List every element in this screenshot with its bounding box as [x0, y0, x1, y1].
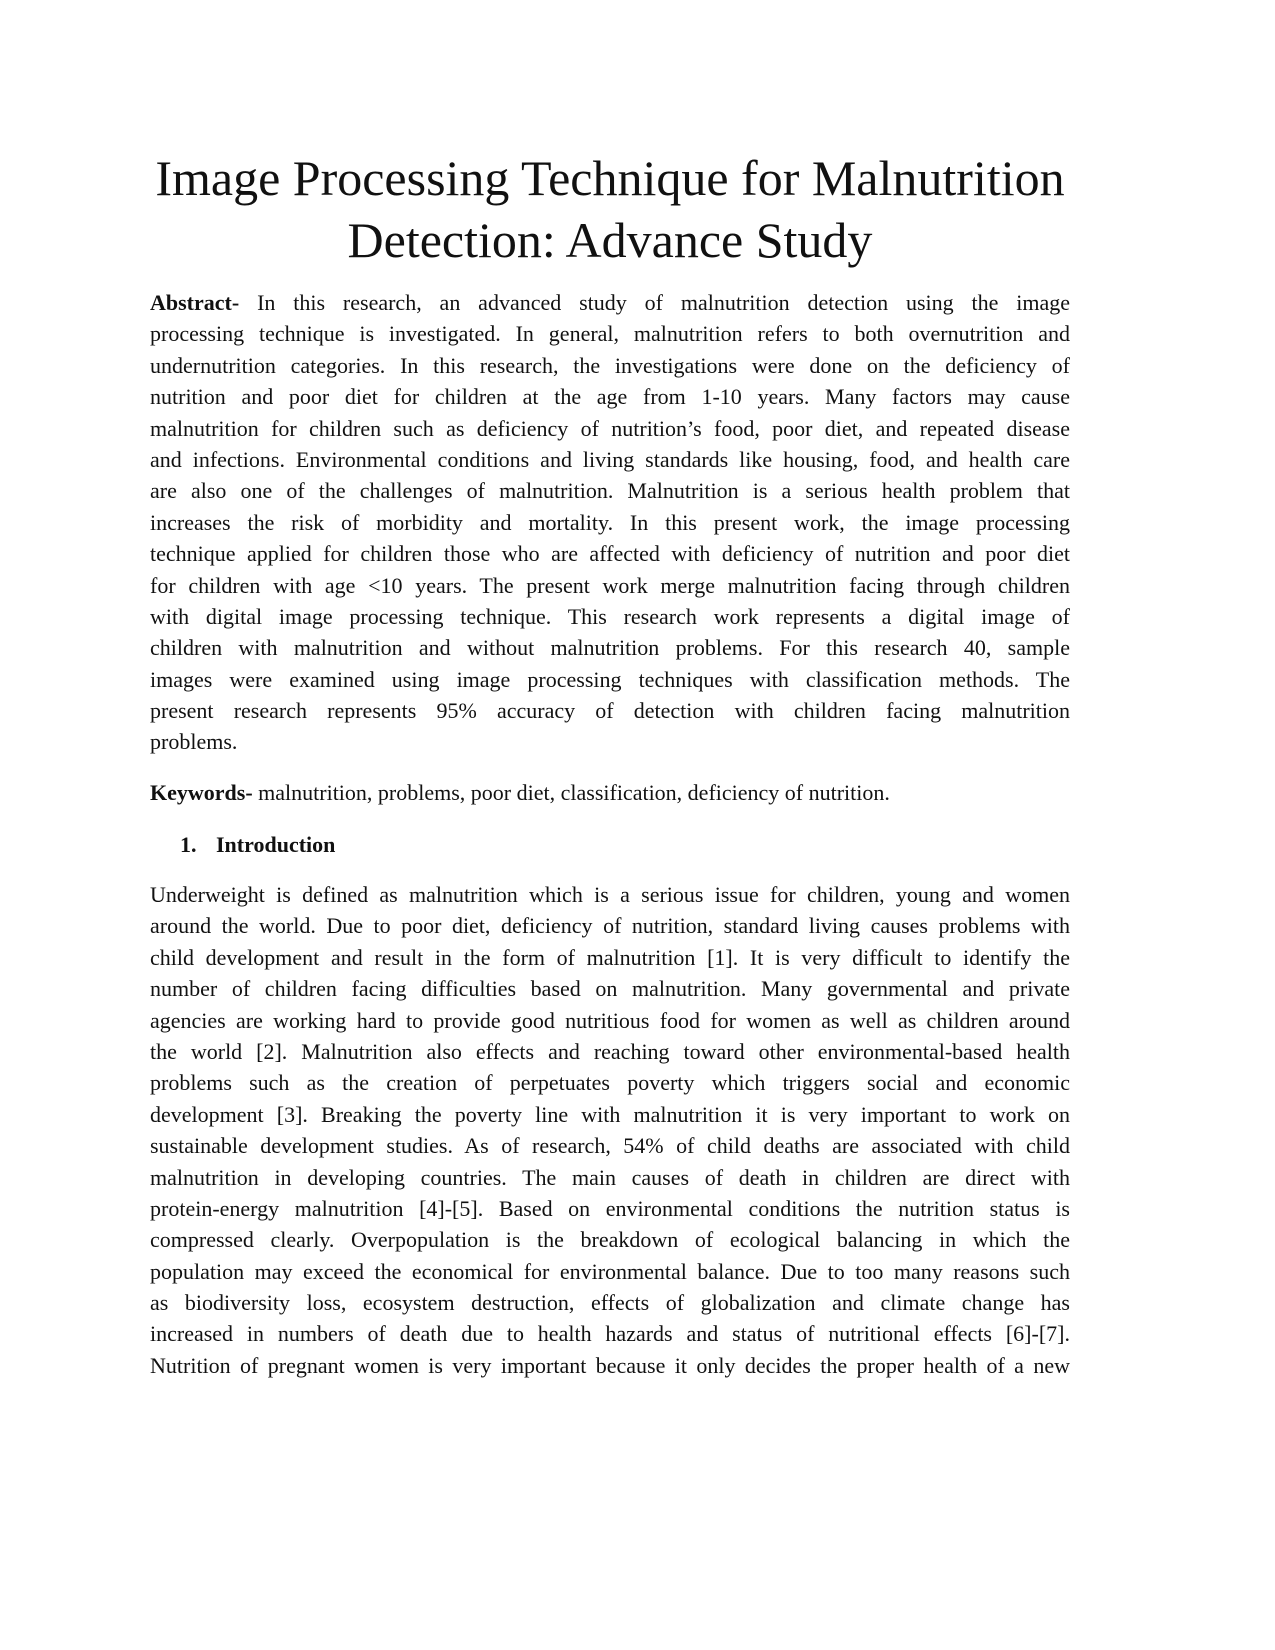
- abstract: [150, 287, 1070, 758]
- body-line: around the world. Due to poor diet, deficiency of nutrition, standard living causes problems with: [150, 913, 1070, 939]
- body-line: Nutrition of pregnant women is very important because it only decides the proper health of a new: [150, 1352, 1070, 1378]
- abstract-line: children with malnutrition and without malnutrition problems. For this research 40, sample: [150, 635, 1070, 661]
- body-line: population may exceed the economical for environmental balance. Due to too many reasons such: [150, 1258, 1070, 1284]
- introduction-body: [150, 879, 1070, 1381]
- title-line: Image Processing Technique for Malnutrition: [155, 150, 1065, 206]
- abstract-line: processing technique is investigated. In general, malnutrition refers to both overnutrition and: [150, 321, 1070, 347]
- body-line: malnutrition in developing countries. The main causes of death in children are direct with: [150, 1164, 1070, 1190]
- section-title: Introduction: [216, 832, 336, 857]
- paper-title: [140, 147, 1080, 271]
- abstract-line: and infections. Environmental conditions and living standards like housing, food, and health care: [150, 446, 1070, 472]
- abstract-line: increases the risk of morbidity and mortality. In this present work, the image processing: [150, 509, 1070, 535]
- body-line: the world [2]. Malnutrition also effects and reaching toward other environmental-based health: [150, 1038, 1070, 1064]
- abstract-line: undernutrition categories. In this research, the investigations were done on the deficiency of: [150, 352, 1070, 378]
- body-line: compressed clearly. Overpopulation is the breakdown of ecological balancing in which the: [150, 1227, 1070, 1253]
- body-line: development [3]. Breaking the poverty line with malnutrition it is very important to work on: [150, 1101, 1070, 1127]
- abstract-line: Abstract- In this research, an advanced study of malnutrition detection using the image: [150, 290, 1070, 315]
- body-line: problems such as the creation of perpetuates poverty which triggers social and economic: [150, 1070, 1070, 1096]
- abstract-line: malnutrition for children such as deficiency of nutrition’s food, poor diet, and repeated disease: [150, 415, 1070, 441]
- section-number: 1.: [180, 832, 197, 857]
- body-line: child development and result in the form of malnutrition [1]. It is very difficult to identify the: [150, 944, 1070, 970]
- abstract-line: with digital image processing technique. This research work represents a digital image of: [150, 603, 1070, 629]
- keywords-text: malnutrition, problems, poor diet, classification, deficiency of nutrition.: [258, 780, 890, 805]
- abstract-line: nutrition and poor diet for children at the age from 1-10 years. Many factors may cause: [150, 384, 1070, 410]
- abstract-line: technique applied for children those who are affected with deficiency of nutrition and poor diet: [150, 541, 1070, 567]
- abstract-line: present research represents 95% accuracy of detection with children facing malnutrition: [150, 698, 1070, 724]
- body-line: as biodiversity loss, ecosystem destruction, effects of globalization and climate change has: [150, 1290, 1070, 1316]
- body-line: increased in numbers of death due to health hazards and status of nutritional effects [6]-[7].: [150, 1321, 1070, 1347]
- body-line: sustainable development studies. As of research, 54% of child deaths are associated with child: [150, 1133, 1070, 1159]
- body-line: Underweight is defined as malnutrition which is a serious issue for children, young and women: [150, 882, 1070, 907]
- abstract-line: images were examined using image processing techniques with classification methods. The: [150, 666, 1070, 692]
- keywords-line: [150, 777, 1070, 808]
- title-line: Detection: Advance Study: [347, 212, 873, 268]
- abstract-line: are also one of the challenges of malnutrition. Malnutrition is a serious health problem that: [150, 478, 1070, 504]
- keywords-label: Keywords-: [150, 780, 253, 805]
- keywords: [150, 777, 1070, 808]
- abstract-line: problems.: [150, 729, 238, 755]
- abstract-label: Abstract-: [150, 290, 240, 315]
- section-heading-introduction: [180, 829, 335, 860]
- body-line: protein-energy malnutrition [4]-[5]. Based on environmental conditions the nutrition status is: [150, 1195, 1070, 1221]
- abstract-line: for children with age <10 years. The present work merge malnutrition facing through children: [150, 572, 1070, 598]
- body-line: agencies are working hard to provide good nutritious food for women as well as children around: [150, 1007, 1070, 1033]
- body-line: number of children facing difficulties based on malnutrition. Many governmental and private: [150, 976, 1070, 1002]
